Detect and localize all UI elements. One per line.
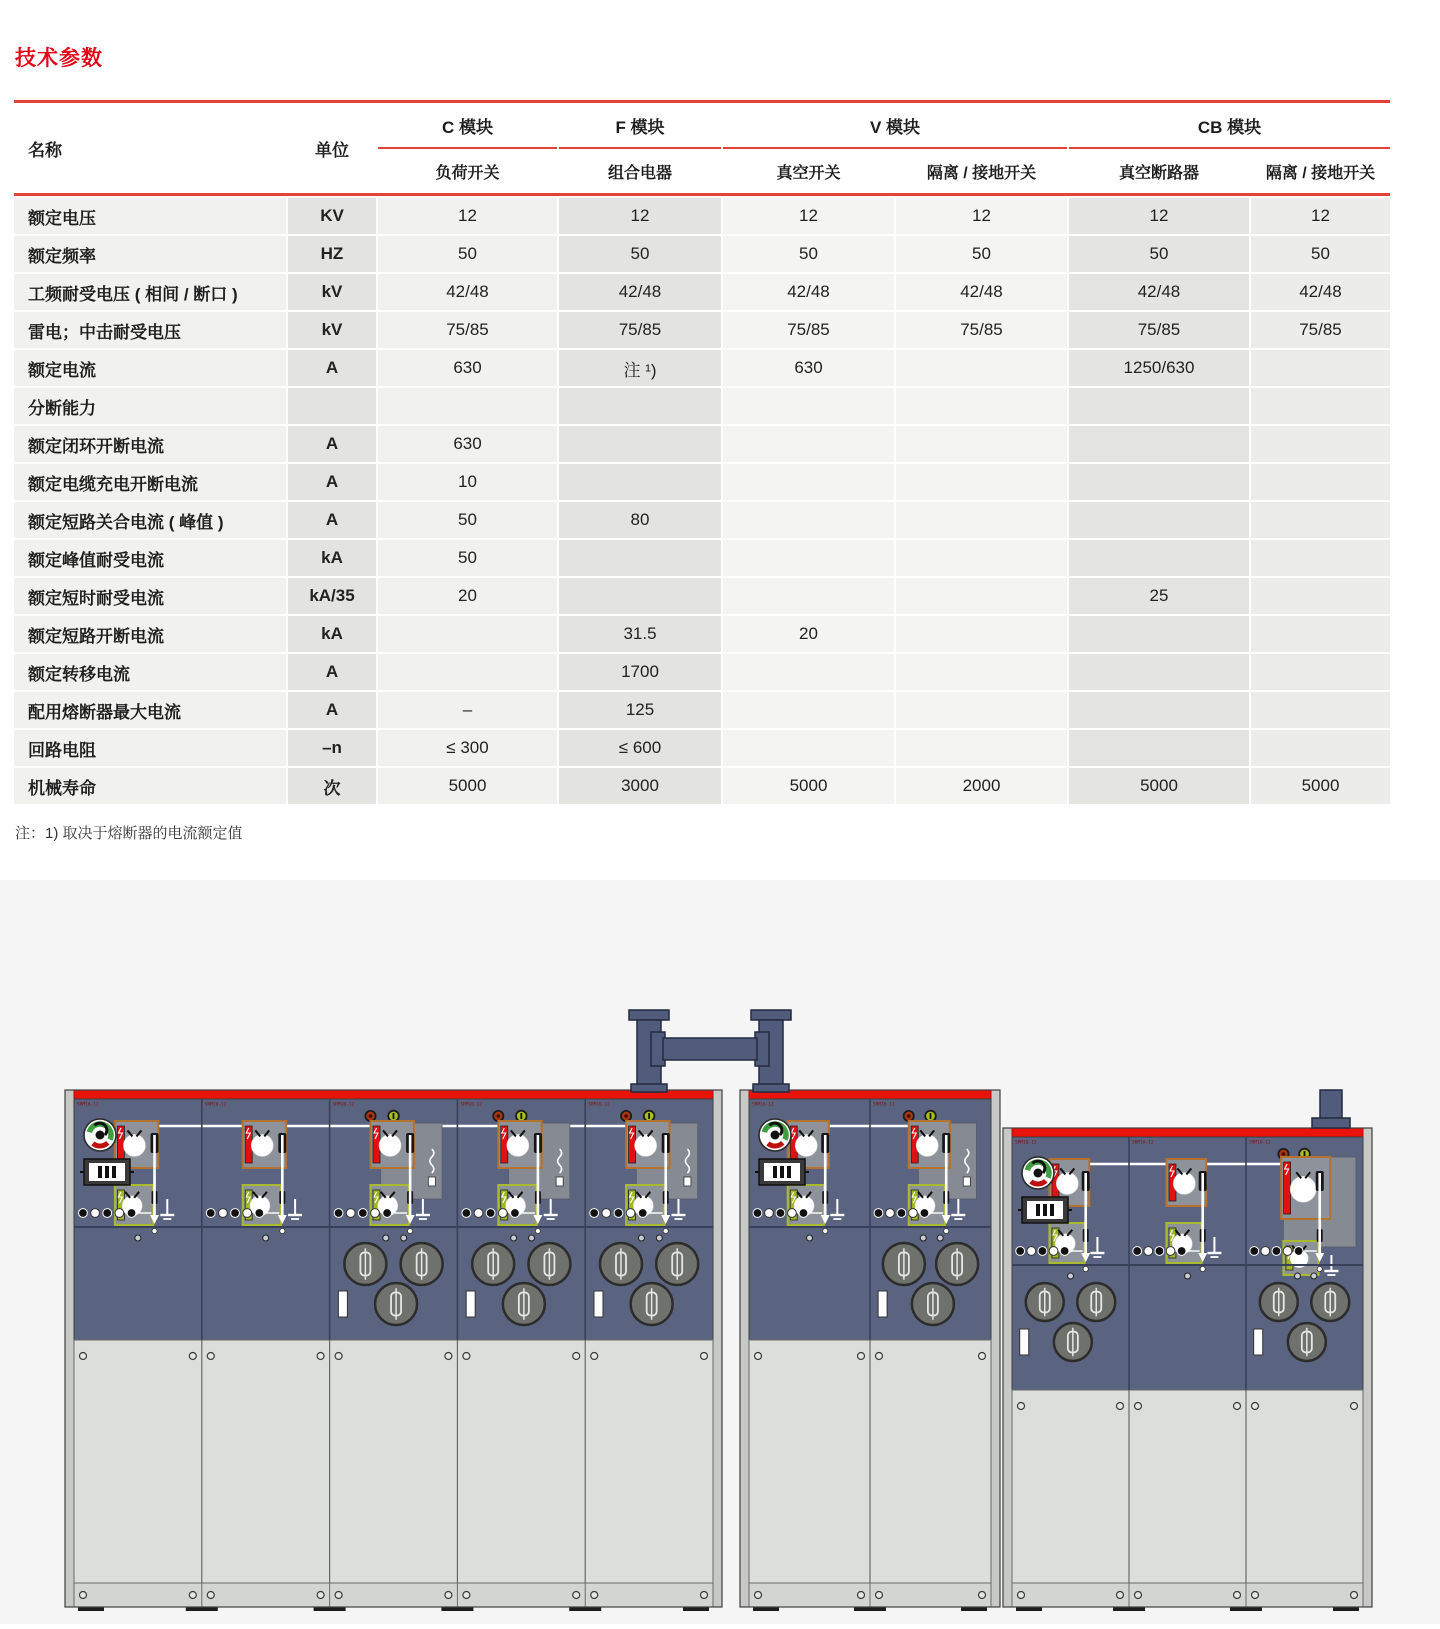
row-label: 额定转移电流 xyxy=(14,654,286,690)
side-post xyxy=(1363,1128,1372,1607)
row-value xyxy=(896,540,1067,576)
row-unit xyxy=(288,388,376,424)
row-value: 12 xyxy=(1251,198,1390,234)
earthing-switch-symbol xyxy=(1166,1223,1201,1263)
row-value: 2000 xyxy=(896,768,1067,804)
shape xyxy=(393,1113,395,1119)
col-subheader-vacuum-switch: 真空开关 xyxy=(776,164,841,182)
row-label: 额定闭环开断电流 xyxy=(14,426,286,462)
row-value: 12 xyxy=(1069,198,1249,234)
row-value: 125 xyxy=(559,692,721,728)
row-unit: KV xyxy=(288,198,376,234)
indicator-dot-strip xyxy=(1016,1247,1069,1256)
side-post xyxy=(65,1090,74,1607)
row-value xyxy=(723,578,894,614)
cabinet-group-right xyxy=(1003,1128,1372,1611)
panel-model-label: SRM16-12 xyxy=(332,1102,355,1108)
plinth xyxy=(74,1583,713,1607)
row-value xyxy=(1251,730,1390,766)
row-value: 5000 xyxy=(1251,768,1390,804)
shape xyxy=(112,1166,116,1178)
shape xyxy=(629,1010,669,1020)
busbar-stub xyxy=(1312,1090,1350,1128)
row-unit: A xyxy=(288,464,376,500)
shape xyxy=(1312,1118,1350,1128)
shape xyxy=(663,1038,757,1060)
panel-model-label: SRM16-12 xyxy=(1015,1140,1037,1146)
row-value xyxy=(896,502,1067,538)
row-value: 42/48 xyxy=(1251,274,1390,310)
side-post xyxy=(713,1090,722,1607)
col-subheader-disc-earth-v: 隔离 / 接地开关 xyxy=(926,164,1037,182)
row-value xyxy=(896,730,1067,766)
row-value: 3000 xyxy=(559,768,721,804)
brand-logo-icon xyxy=(759,1119,791,1151)
row-value xyxy=(723,502,894,538)
row-unit: A xyxy=(288,692,376,728)
shape xyxy=(520,1113,522,1119)
row-value xyxy=(559,464,721,500)
row-label: 配用熔断器最大电流 xyxy=(14,692,286,728)
row-value: 31.5 xyxy=(559,616,721,652)
lower-doors xyxy=(1012,1390,1363,1583)
row-label: 雷电；中击耐受电压 xyxy=(14,312,286,348)
shape xyxy=(1284,1162,1291,1214)
counter-display xyxy=(80,1159,134,1185)
switchgear-diagram xyxy=(0,880,1440,1624)
row-value: 50 xyxy=(1069,236,1249,272)
row-value: 20 xyxy=(723,616,894,652)
row-value xyxy=(1251,654,1390,690)
earthing-switch-symbol xyxy=(1049,1223,1084,1263)
row-unit: –n xyxy=(288,730,376,766)
row-value xyxy=(1069,464,1249,500)
lower-doors xyxy=(74,1340,713,1583)
col-header-module-c: C 模块 xyxy=(378,103,557,149)
col-subheader-combination: 组合电器 xyxy=(607,164,672,182)
row-value: 42/48 xyxy=(896,274,1067,310)
earthing-switch-symbol xyxy=(626,1185,664,1225)
fuse-knob xyxy=(912,1283,954,1325)
row-value xyxy=(1251,616,1390,652)
row-value xyxy=(723,654,894,690)
row-value: 12 xyxy=(378,198,557,234)
fuse-handle xyxy=(338,1291,347,1317)
row-value xyxy=(1069,426,1249,462)
row-label: 分断能力 xyxy=(14,388,286,424)
earthing-switch-symbol xyxy=(243,1185,281,1225)
row-label: 回路电阻 xyxy=(14,730,286,766)
row-value xyxy=(559,426,721,462)
row-unit: kA xyxy=(288,616,376,652)
row-unit: kV xyxy=(288,312,376,348)
row-value xyxy=(896,464,1067,500)
shape xyxy=(648,1113,650,1119)
row-value: 630 xyxy=(378,350,557,386)
row-value: 1250/630 xyxy=(1069,350,1249,386)
spec-table xyxy=(14,100,1390,804)
row-unit: 次 xyxy=(288,768,376,804)
row-value xyxy=(1069,502,1249,538)
small-handle xyxy=(428,1177,435,1186)
col-header-module-cb: CB 模块 xyxy=(1069,103,1390,149)
row-label: 额定短路开断电流 xyxy=(14,616,286,652)
fuse-knob xyxy=(883,1243,925,1285)
row-value xyxy=(1069,540,1249,576)
shape xyxy=(1043,1204,1047,1216)
fuse-handle xyxy=(1020,1329,1029,1355)
row-unit: HZ xyxy=(288,236,376,272)
side-post xyxy=(991,1090,1000,1607)
counter-display xyxy=(755,1159,809,1185)
row-value xyxy=(1069,654,1249,690)
col-header-name: 名称 xyxy=(28,140,62,160)
row-value xyxy=(896,388,1067,424)
footnote: 注：1) 取决于熔断器的电流额定值 xyxy=(15,825,243,842)
row-value xyxy=(1251,464,1390,500)
row-value xyxy=(378,654,557,690)
small-handle xyxy=(684,1177,691,1186)
row-label: 额定电流 xyxy=(14,350,286,386)
shape xyxy=(631,1084,667,1092)
shape xyxy=(105,1166,109,1178)
row-value xyxy=(559,540,721,576)
fuse-knob xyxy=(631,1283,673,1325)
busbar-bridge xyxy=(629,1010,791,1092)
panel-model-label: SRM16-12 xyxy=(204,1102,227,1108)
earthing-switch-symbol xyxy=(498,1185,536,1225)
row-value: 50 xyxy=(378,540,557,576)
panel-model-label: SRM16-12 xyxy=(588,1102,610,1108)
fuse-handle xyxy=(594,1291,603,1317)
row-value: 630 xyxy=(723,350,894,386)
row-value: 12 xyxy=(559,198,721,234)
row-value xyxy=(1069,616,1249,652)
fuse-knob xyxy=(503,1283,545,1325)
small-handle xyxy=(556,1177,563,1186)
row-value xyxy=(896,692,1067,728)
row-value: 12 xyxy=(896,198,1067,234)
row-value: 50 xyxy=(378,502,557,538)
row-value xyxy=(723,730,894,766)
shape xyxy=(1036,1204,1040,1216)
row-label: 额定短路关合电流 ( 峰值 ) xyxy=(14,502,286,538)
row-value xyxy=(378,388,557,424)
row-value xyxy=(896,578,1067,614)
row-value: 75/85 xyxy=(723,312,894,348)
fuse-knob xyxy=(528,1243,570,1285)
fuse-knob xyxy=(472,1243,514,1285)
row-value: ≤ 600 xyxy=(559,730,721,766)
row-value xyxy=(896,616,1067,652)
shape xyxy=(1320,1090,1342,1122)
row-value xyxy=(723,692,894,728)
col-header-module-f: F 模块 xyxy=(559,103,721,149)
row-value xyxy=(1069,730,1249,766)
row-value xyxy=(896,654,1067,690)
earthing-switch-symbol xyxy=(788,1185,824,1225)
col-header-unit: 单位 xyxy=(315,140,349,160)
row-value xyxy=(1069,388,1249,424)
col-subheader-vacuum-breaker: 真空断路器 xyxy=(1118,164,1199,182)
small-handle xyxy=(963,1177,970,1186)
row-label: 额定电缆充电开断电流 xyxy=(14,464,286,500)
row-value xyxy=(1251,350,1390,386)
row-unit: kV xyxy=(288,274,376,310)
row-unit: A xyxy=(288,502,376,538)
row-value: ≤ 300 xyxy=(378,730,557,766)
panel-model-label: SRM16-12 xyxy=(460,1102,483,1108)
row-label: 机械寿命 xyxy=(14,768,286,804)
counter-display xyxy=(1018,1197,1072,1223)
shape xyxy=(787,1166,791,1178)
row-value xyxy=(1251,426,1390,462)
row-value: 75/85 xyxy=(896,312,1067,348)
shape xyxy=(773,1166,777,1178)
row-value: 75/85 xyxy=(1251,312,1390,348)
row-value: 50 xyxy=(1251,236,1390,272)
panel-model-label: SRM16-12 xyxy=(77,1102,99,1108)
row-value: 42/48 xyxy=(559,274,721,310)
row-value: 50 xyxy=(896,236,1067,272)
row-value xyxy=(1251,692,1390,728)
row-value xyxy=(559,388,721,424)
row-label: 工频耐受电压 ( 相间 / 断口 ) xyxy=(14,274,286,310)
row-unit: A xyxy=(288,426,376,462)
row-unit: kA xyxy=(288,540,376,576)
indicator-dot-strip xyxy=(1250,1247,1303,1256)
row-value xyxy=(723,388,894,424)
fuse-knob xyxy=(936,1243,978,1285)
row-value xyxy=(896,350,1067,386)
shape xyxy=(751,1010,791,1020)
page-title: 技术参数 xyxy=(15,47,103,70)
row-label: 额定短时耐受电流 xyxy=(14,578,286,614)
cabinet-group-middle xyxy=(740,1090,1000,1611)
fuse-handle xyxy=(466,1291,475,1317)
row-label: 额定电压 xyxy=(14,198,286,234)
fuse-knob xyxy=(656,1243,698,1285)
col-header-module-v: V 模块 xyxy=(723,103,1067,149)
col-subheader-load-switch: 负荷开关 xyxy=(435,164,500,182)
row-value: 42/48 xyxy=(1069,274,1249,310)
row-value xyxy=(896,426,1067,462)
shape xyxy=(930,1113,932,1119)
row-unit: kA/35 xyxy=(288,578,376,614)
fuse-knob xyxy=(1026,1283,1064,1321)
fuse-knob xyxy=(344,1243,386,1285)
fuse-knob xyxy=(401,1243,443,1285)
fuse-knob xyxy=(1054,1323,1092,1361)
col-subheader-disc-earth-cb: 隔离 / 接地开关 xyxy=(1265,164,1376,182)
row-value: 注 ¹) xyxy=(559,350,721,386)
row-value: 42/48 xyxy=(723,274,894,310)
row-value: 20 xyxy=(378,578,557,614)
fuse-knob xyxy=(1077,1283,1115,1321)
row-unit: A xyxy=(288,654,376,690)
row-value: 80 xyxy=(559,502,721,538)
row-label: 额定峰值耐受电流 xyxy=(14,540,286,576)
fuse-knob xyxy=(1288,1323,1326,1361)
row-value xyxy=(378,616,557,652)
fuse-handle xyxy=(878,1291,887,1317)
plinth xyxy=(1012,1583,1363,1607)
row-value xyxy=(723,426,894,462)
row-value: – xyxy=(378,692,557,728)
earthing-switch-symbol xyxy=(370,1185,408,1225)
row-value: 12 xyxy=(723,198,894,234)
row-value xyxy=(1251,540,1390,576)
nameplate-strip xyxy=(74,1090,713,1099)
shape xyxy=(1050,1204,1054,1216)
row-label: 额定频率 xyxy=(14,236,286,272)
row-value: 5000 xyxy=(1069,768,1249,804)
fuse-handle xyxy=(1254,1329,1263,1355)
row-value: 75/85 xyxy=(1069,312,1249,348)
brand-logo-icon xyxy=(1022,1157,1054,1189)
indicator-dot-strip xyxy=(1133,1247,1186,1256)
spec-table-body xyxy=(14,196,1390,804)
shape xyxy=(753,1084,789,1092)
row-value: 50 xyxy=(378,236,557,272)
row-value: 50 xyxy=(723,236,894,272)
earthing-switch-symbol xyxy=(115,1185,153,1225)
row-unit: A xyxy=(288,350,376,386)
fuse-knob xyxy=(375,1283,417,1325)
row-value: 630 xyxy=(378,426,557,462)
shape xyxy=(780,1166,784,1178)
side-post xyxy=(1003,1128,1012,1607)
row-value: 25 xyxy=(1069,578,1249,614)
nameplate-strip xyxy=(1012,1128,1363,1137)
fuse-knob xyxy=(1311,1283,1349,1321)
row-value: 42/48 xyxy=(378,274,557,310)
cabinet-group-left xyxy=(65,1090,722,1611)
row-value xyxy=(1251,578,1390,614)
fuse-knob xyxy=(600,1243,642,1285)
row-value: 1700 xyxy=(559,654,721,690)
row-value xyxy=(1069,692,1249,728)
earthing-switch-symbol xyxy=(909,1185,945,1225)
spec-table-header xyxy=(14,103,1390,196)
panel-model-label: SRM16-12 xyxy=(873,1102,895,1108)
row-value: 75/85 xyxy=(378,312,557,348)
shape xyxy=(98,1166,102,1178)
panel-model-label: SRM16-12 xyxy=(752,1102,774,1108)
row-value xyxy=(559,578,721,614)
row-value: 10 xyxy=(378,464,557,500)
switchgear-illustration xyxy=(0,880,1440,1624)
row-value xyxy=(1251,388,1390,424)
row-value xyxy=(1251,502,1390,538)
row-value: 75/85 xyxy=(559,312,721,348)
side-post xyxy=(740,1090,749,1607)
row-value xyxy=(723,464,894,500)
panel-model-label: SRM16-12 xyxy=(1132,1140,1154,1146)
brand-logo-icon xyxy=(84,1119,116,1151)
fuse-knob xyxy=(1260,1283,1298,1321)
panel-model-label: SRM16-12 xyxy=(1249,1140,1271,1146)
earthing-switch-symbol xyxy=(1283,1241,1318,1275)
row-value: 5000 xyxy=(378,768,557,804)
row-value xyxy=(723,540,894,576)
row-value: 5000 xyxy=(723,768,894,804)
row-value: 50 xyxy=(559,236,721,272)
